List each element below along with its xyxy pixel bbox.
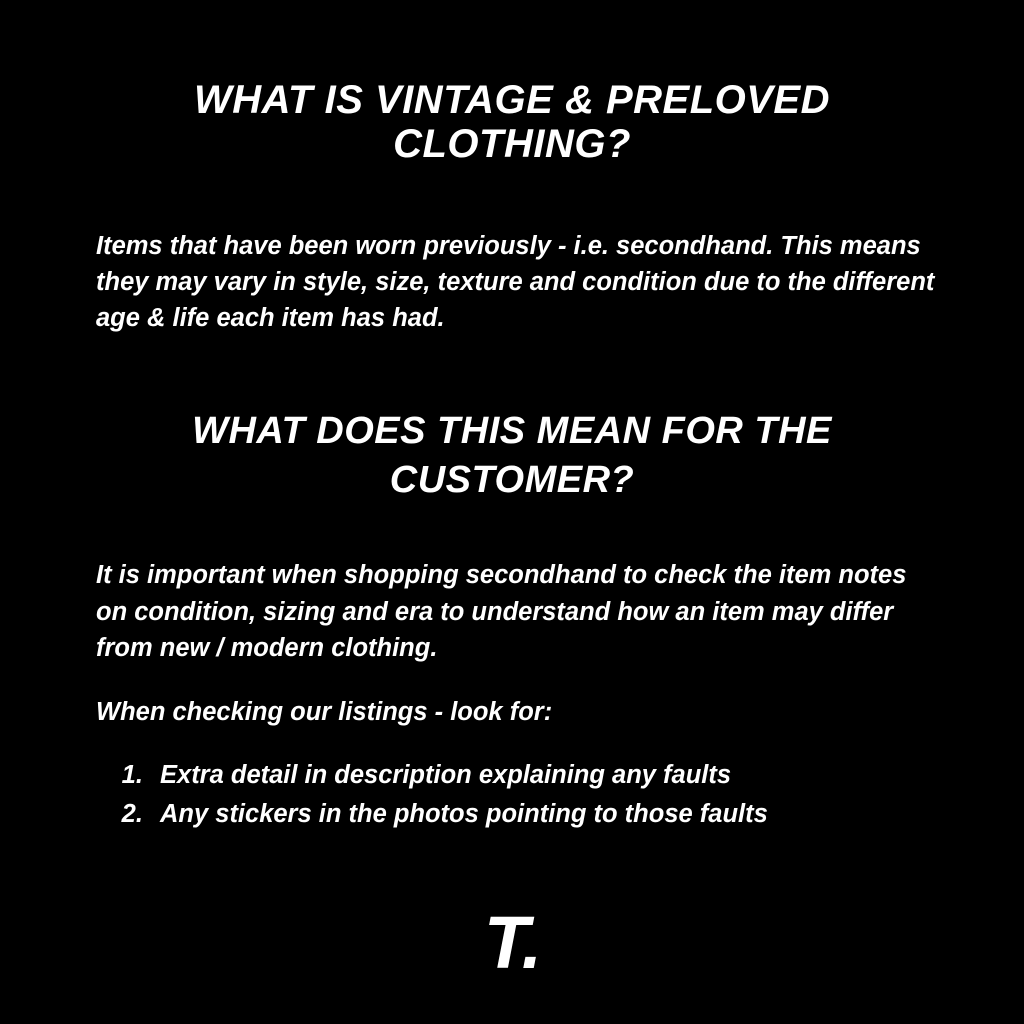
definition-paragraph: Items that have been worn previously - i.e. secondhand. This means they may vary in style, size, texture and condition due to the different age & life each item has had. [96, 232, 935, 333]
spacer [72, 505, 952, 557]
footer [0, 901, 1024, 984]
checklist [72, 756, 952, 834]
spacer [72, 337, 952, 407]
page-title: WHAT IS VINTAGE & PRELOVED CLOTHING? [194, 78, 830, 166]
brand-logo: T. [483, 901, 541, 984]
spacer [72, 730, 952, 756]
spacer [72, 666, 952, 694]
spacer [72, 166, 952, 228]
checklist-intro: When checking our listings - look for: [96, 698, 553, 726]
list-item: 2. Any stickers in the photos pointing to those faults [150, 795, 952, 834]
section-title-customer: WHAT DOES THIS MEAN FOR THE CUSTOMER? [192, 409, 832, 501]
customer-advice-paragraph: It is important when shopping secondhand to check the item notes on condition, sizing and era to understand how an item may differ from new / modern clothing. [96, 561, 907, 662]
list-item: 1. Extra detail in description explaining any faults [150, 756, 952, 795]
